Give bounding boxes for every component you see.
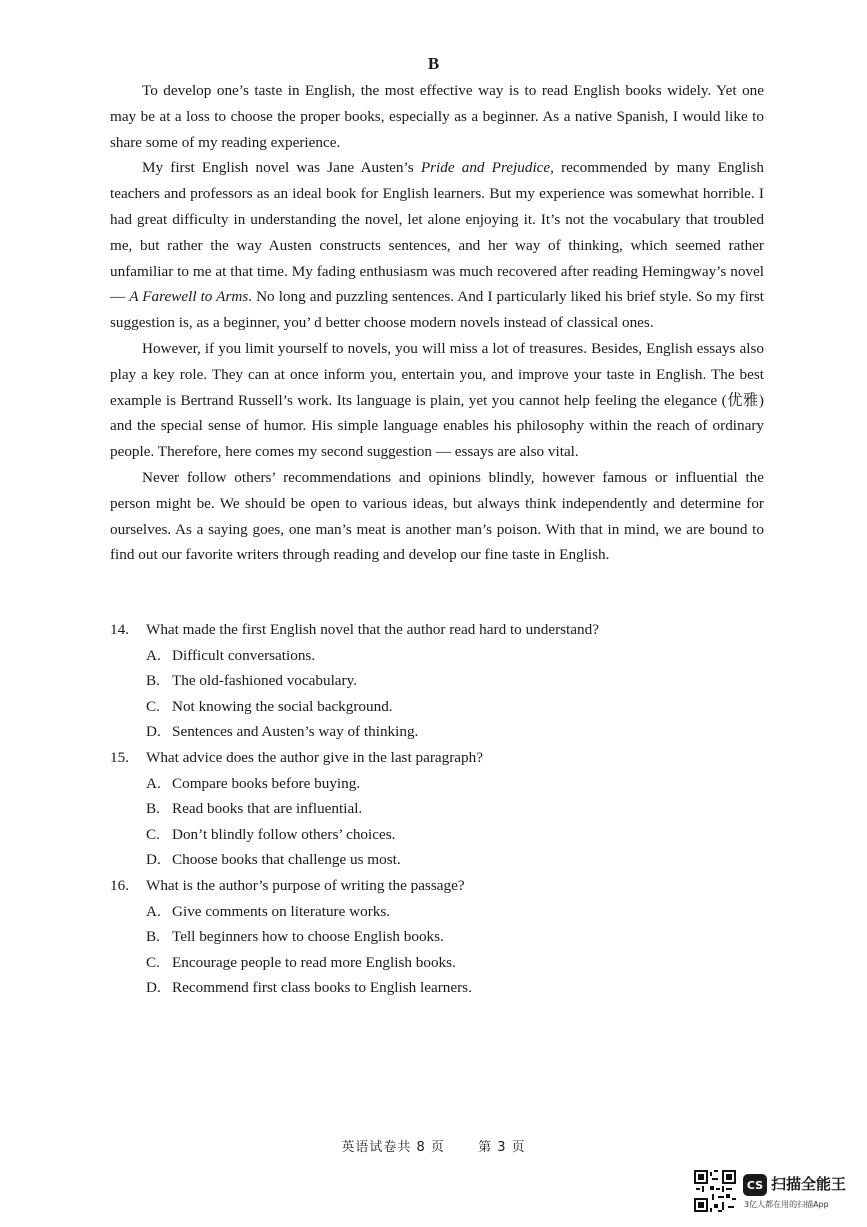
- question-stem: What made the first English novel that the author read hard to understand?: [146, 621, 599, 638]
- option-d: D. Choose books that challenge us most.: [146, 851, 401, 869]
- question-number: 14.: [110, 621, 129, 638]
- option-a: A. Give comments on literature works.: [146, 902, 391, 920]
- book-title-pride-and-prejudice: Pride and Prejudice: [420, 159, 551, 177]
- camscanner-brand: 扫描全能王: [771, 1175, 847, 1193]
- reading-passage: [110, 78, 764, 568]
- option-a: A. Compare books before buying.: [146, 774, 361, 792]
- paragraph-4: Never follow others’ recommendations and opinions blindly, however famous or influential the person might be. We should be open to various ideas, but always think independently and determine for ourselves. As a saying goes, one man’s meat is another man’s poison. With that in mind, we are bound to find out our favorite writers through reading and develop our fine taste in English.: [110, 468, 764, 564]
- question-number: 15.: [110, 748, 129, 766]
- question-list: [110, 617, 764, 1001]
- camscanner-logo: CS: [743, 1174, 767, 1196]
- paragraph-3: However, if you limit yourself to novels, you will miss a lot of treasures. Besides, English essays also play a key role. They can at once inform you, entertain you, and improve your taste in English. The best example is Bertrand Russell’s work. Its language is plain, yet you cannot help feeling the elegance (优雅) and the special sense of humor. His simple language enables his philosophy within the reach of ordinary people. Therefore, here comes my second suggestion — essays are also vital.: [110, 339, 764, 461]
- book-title-a-farewell-to-arms: A Farewell to Arms: [129, 288, 249, 306]
- total-pages-label: 英语试卷共 8 页: [341, 1140, 445, 1155]
- option-b: B. The old-fashioned vocabulary.: [146, 672, 357, 690]
- camscanner-tagline: 3亿人都在用的扫描App: [744, 1200, 829, 1209]
- page-footer: [0, 1136, 867, 1155]
- option-c: C. Don’t blindly follow others’ choices.: [146, 825, 396, 843]
- paragraph-1: To develop one’s taste in English, the most effective way is to read English books widely. Yet one may be at a loss to choose the proper books, especially as a beginner. As a native Spanish, I would like to share some of my reading experience.: [110, 82, 764, 151]
- question-16: [110, 873, 764, 1001]
- option-b: B. Tell beginners how to choose English books.: [146, 928, 444, 946]
- paragraph-2: My first English novel was Jane Austen’s Pride and Prejudice, recommended by many English teachers and professors as an ideal book for English learners. But my experience was somewhat horrible. I had great difficulty in understanding the novel, let alone enjoying it. It’s not the vocabulary that troubled me, but rather the way Austen constructs sentences, and her way of thinking, which seemed rather unfamiliar to me at that time. My fading enthusiasm was much recovered after reading Hemingway’s novel — A Farewell to Arms. No long and puzzling sentences. And I particularly liked his brief style. So my first suggestion is, as a beginner, you’ d better choose modern novels instead of classical ones.: [110, 159, 764, 332]
- page-number-label: 第 3 页: [478, 1140, 526, 1155]
- option-d: D. Recommend first class books to English learners.: [146, 979, 472, 997]
- question-stem: What is the author’s purpose of writing the passage?: [146, 876, 465, 894]
- question-stem: What advice does the author give in the last paragraph?: [146, 748, 483, 766]
- qr-code-icon: [694, 1170, 736, 1212]
- option-d: D. Sentences and Austen’s way of thinking.: [146, 723, 419, 741]
- question-14: [110, 617, 764, 745]
- section-title: B: [427, 54, 440, 73]
- option-c: C. Not knowing the social background.: [146, 697, 393, 715]
- question-15: [110, 745, 764, 873]
- option-b: B. Read books that are influential.: [146, 800, 363, 818]
- option-c: C. Encourage people to read more English books.: [146, 953, 456, 971]
- option-a: A. Difficult conversations.: [146, 646, 316, 664]
- question-number: 16.: [110, 876, 129, 894]
